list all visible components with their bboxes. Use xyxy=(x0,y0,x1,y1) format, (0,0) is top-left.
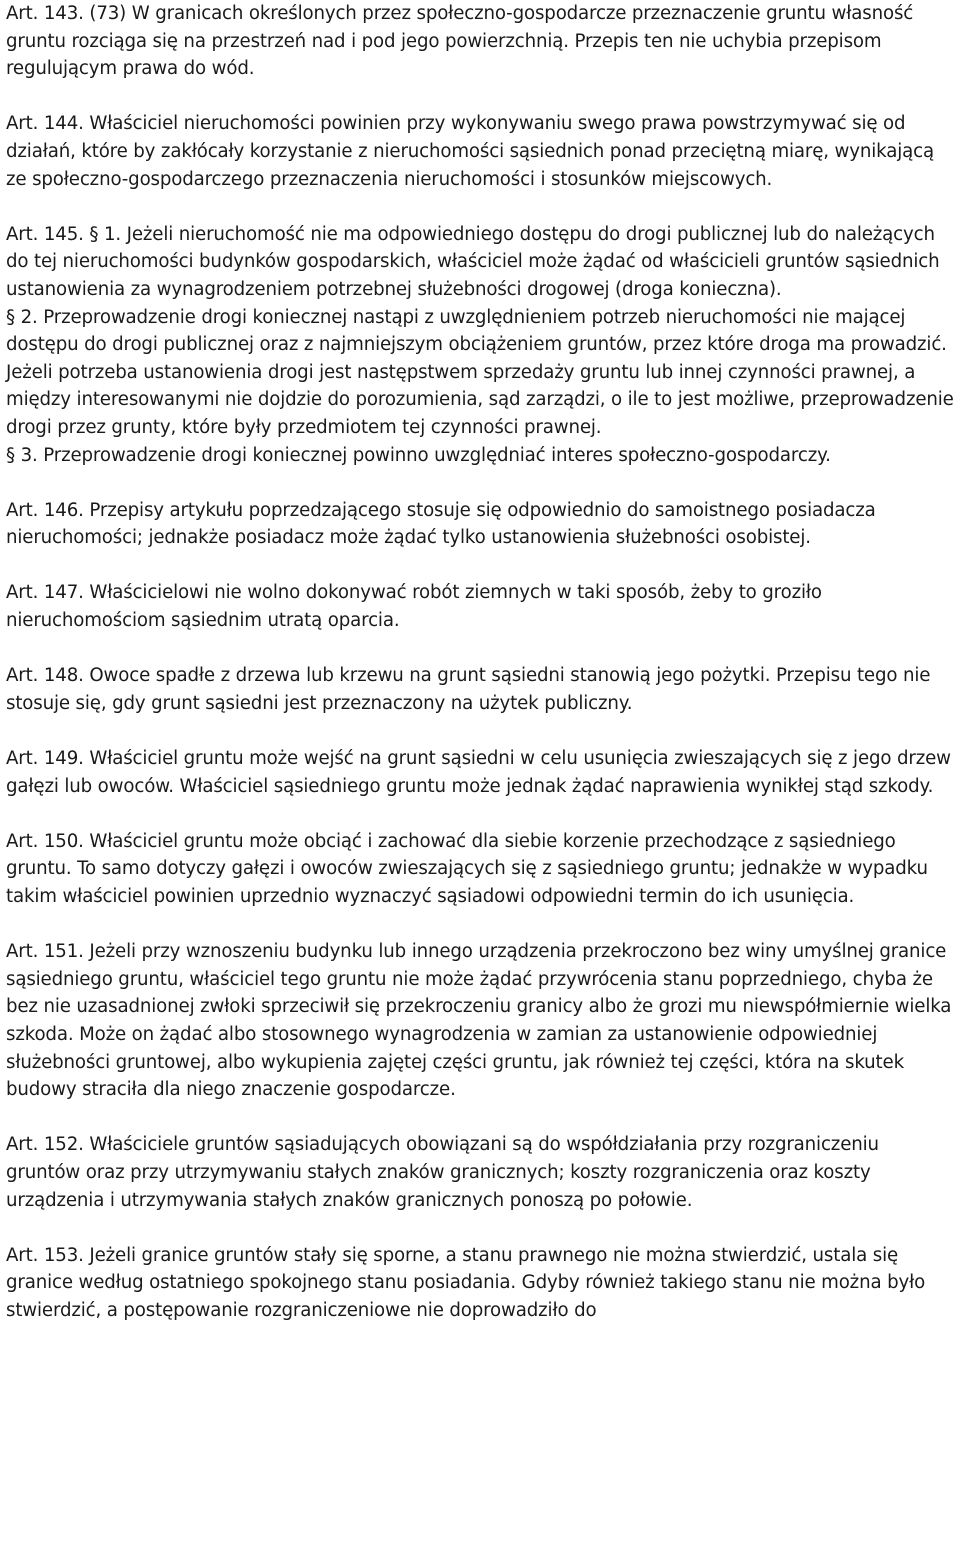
article-paragraph: Art. 146. Przepisy artykułu poprzedzającego stosuje się odpowiednio do samoistnego posiadacza nieruchomości; jednakże posiadacz może żądać tylko ustanowienia służebności osobistej. xyxy=(6,499,876,549)
article-150 xyxy=(6,828,958,911)
article-143 xyxy=(6,0,958,83)
article-147 xyxy=(6,579,958,634)
article-148 xyxy=(6,662,958,717)
paragraph-gap xyxy=(6,717,958,745)
article-paragraph: Art. 150. Właściciel gruntu może obciąć i zachować dla siebie korzenie przechodzące z sąsiedniego gruntu. To samo dotyczy gałęzi i owoców zwieszających się z sąsiedniego gruntu; jednakże w wypadku takim właściciel powinien uprzednio wyznaczyć sąsiadowi odpowiedni termin do ich usunięcia. xyxy=(6,830,928,907)
article-145 xyxy=(6,221,958,469)
article-paragraph: Art. 149. Właściciel gruntu może wejść na grunt sąsiedni w celu usunięcia zwieszających się z jego drzew gałęzi lub owoców. Właściciel sąsiedniego gruntu może jednak żądać naprawienia wynikłej stąd szkody. xyxy=(6,748,951,797)
paragraph-gap xyxy=(6,911,958,939)
article-153 xyxy=(6,1242,958,1325)
article-paragraph: Art. 152. Właściciele gruntów sąsiadujących obowiązani są do współdziałania przy rozgraniczeniu gruntów oraz przy utrzymywaniu stałych znaków granicznych; koszty rozgraniczenia oraz koszty urządzenia i utrzymywania stałych znaków granicznych ponoszą po połowie. xyxy=(6,1134,879,1211)
article-paragraph: Art. 145. § 1. Jeżeli nieruchomość nie ma odpowiedniego dostępu do drogi publicznej lub do należących do tej nieruchomości budynków gospodarskich, właściciel może żądać od właścicieli gruntów sąsiednich ustanowienia za wynagrodzeniem potrzebnej służebności drogowej (droga konieczna). xyxy=(6,223,940,300)
document-body xyxy=(6,0,958,1325)
paragraph-gap xyxy=(6,635,958,663)
article-paragraph: Art. 151. Jeżeli przy wznoszeniu budynku lub innego urządzenia przekroczono bez winy umyślnej granice sąsiedniego gruntu, właściciel tego gruntu nie może żądać przywrócenia stanu poprzedniego, chyba że bez nie uzasadnionej zwłoki sprzeciwił się przekroczeniu granicy albo że grozi mu niewspółmiernie wielka szkoda. Może on żądać albo stosownego wynagrodzenia w zamian za ustanowienie odpowiedniej służebności gruntowej, albo wykupienia zajętej części gruntu, jak również tej części, która na skutek budowy straciła dla niego znaczenie gospodarcze. xyxy=(6,941,952,1101)
article-paragraph: Art. 153. Jeżeli granice gruntów stały się sporne, a stanu prawnego nie można stwierdzić, ustala się granice według ostatniego spokojnego stanu posiadania. Gdyby również takiego stanu nie można było stwierdzić, a postępowanie rozgraniczeniowe nie doprowadziło do xyxy=(6,1244,926,1321)
article-146 xyxy=(6,497,958,552)
article-paragraph: Art. 148. Owoce spadłe z drzewa lub krzewu na grunt sąsiedni stanowią jego pożytki. Przepisu tego nie stosuje się, gdy grunt sąsiedni jest przeznaczony na użytek publiczny. xyxy=(6,665,931,714)
article-paragraph: Art. 144. Właściciel nieruchomości powinien przy wykonywaniu swego prawa powstrzymywać się od działań, które by zakłócały korzystanie z nieruchomości sąsiednich ponad przeciętną miarę, wynikającą ze społeczno-gospodarczego przeznaczenia nieruchomości i stosunków miejscowych. xyxy=(6,113,934,190)
article-paragraph: Art. 147. Właścicielowi nie wolno dokonywać robót ziemnych w taki sposób, żeby to groziło nieruchomościom sąsiednim utratą oparcia. xyxy=(6,582,822,632)
article-paragraph: Art. 143. (73) W granicach określonych przez społeczno-gospodarcze przeznaczenie gruntu własność gruntu rozciąga się na przestrzeń nad i pod jego powierzchnią. Przepis ten nie uchybia przepisom regulującym prawa do wód. xyxy=(6,3,914,80)
paragraph-gap xyxy=(6,193,958,221)
article-paragraph: § 2. Przeprowadzenie drogi koniecznej nastąpi z uwzględnieniem potrzeb nieruchomości nie mającej dostępu do drogi publicznej oraz z najmniejszym obciążeniem gruntów, przez które droga ma prowadzić. Jeżeli potrzeba ustanowienia drogi jest następstwem sprzedaży gruntu lub innej czynności prawnej, a między interesowanymi nie dojdzie do porozumienia, sąd zarządzi, o ile to jest możliwe, przeprowadzenie drogi przez grunty, które były przedmiotem tej czynności prawnej. xyxy=(6,306,954,438)
article-144 xyxy=(6,110,958,193)
article-152 xyxy=(6,1131,958,1214)
paragraph-gap xyxy=(6,469,958,497)
article-149 xyxy=(6,745,958,800)
paragraph-gap xyxy=(6,552,958,580)
article-151 xyxy=(6,938,958,1104)
paragraph-gap xyxy=(6,1104,958,1132)
paragraph-gap xyxy=(6,83,958,111)
paragraph-gap xyxy=(6,800,958,828)
paragraph-gap xyxy=(6,1214,958,1242)
article-paragraph: § 3. Przeprowadzenie drogi koniecznej powinno uwzględniać interes społeczno-gospodarczy. xyxy=(6,444,831,466)
